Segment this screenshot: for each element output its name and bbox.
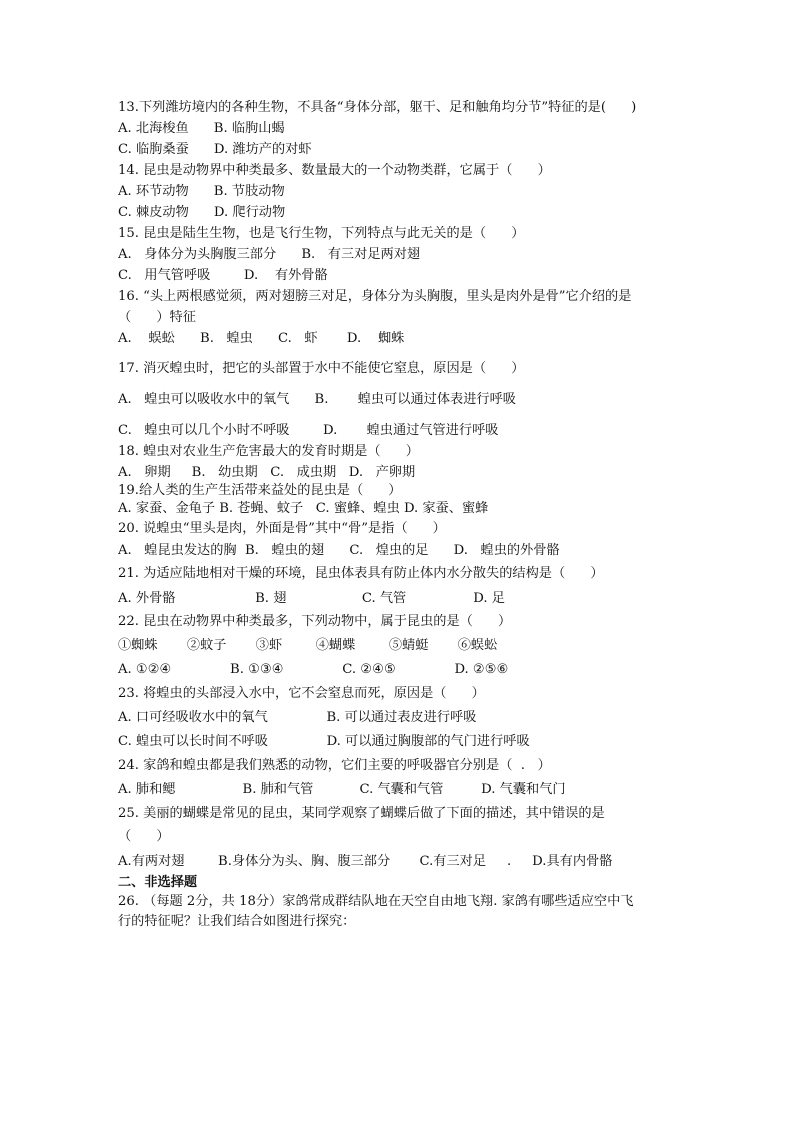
question-15: 15. 昆虫是陆生生物，也是飞行生物，下列特点与此无关的是（ ） <box>118 226 525 241</box>
question-17-options-cd: C. 蝗虫可以几个小时不呼吸 D. 蝗虫通过气管进行呼吸 <box>118 423 499 438</box>
question-24-options: A. 肺和鳃 B. 肺和气管 C. 气囊和气管 D. 气囊和气门 <box>118 782 566 797</box>
question-13-options-ab: A. 北海梭鱼 B. 临朐山蝎 <box>118 121 285 136</box>
question-18-options: A. 卵期 B. 幼虫期 C. 成虫期 D. 产卵期 <box>118 465 416 480</box>
question-22-items: ①蜘蛛 ②蚊子 ③虾 ④蝴蝶 ⑤蜻蜓 ⑥蜈蚣 <box>118 638 498 653</box>
question-22-options: A. ①②④ B. ①③④ C. ②④⑤ D. ②⑤⑥ <box>118 662 509 677</box>
question-17: 17. 消灭蝗虫时，把它的头部置于水中不能使它窒息，原因是（ ） <box>118 361 525 376</box>
question-20: 20. 说蝗虫“里头是肉，外面是骨”其中“骨”是指（ ） <box>118 521 446 536</box>
question-24: 24. 家鸽和蝗虫都是我们熟悉的动物，它们主要的呼吸器官分别是（ . ） <box>118 758 551 773</box>
question-16: 16. “头上两根感觉须，两对翅膀三对足，身体分为头胸腹，里头是肉外是骨”它介绍的是 <box>118 289 632 304</box>
question-16-options: A. 蜈蚣 B. 蝗虫 C. 虾 D. 蜘蛛 <box>118 331 405 346</box>
question-19-options: A. 家蚕、金龟子 B. 苍蝇、蚊子 C. 蜜蜂、蝗虫 D. 家蚕、蜜蜂 <box>118 501 489 516</box>
question-14: 14. 昆虫是动物界中种类最多、数量最大的一个动物类群，它属于（ ） <box>118 163 551 178</box>
question-13-options-cd: C. 临朐桑蚕 D. 潍坊产的对虾 <box>118 142 312 157</box>
question-17-options-ab: A. 蝗虫可以吸收水中的氧气 B. 蝗虫可以通过体表进行呼吸 <box>118 392 516 407</box>
question-23-options-cd: C. 蝗虫可以长时间不呼吸 D. 可以通过胸腹部的气门进行呼吸 <box>118 734 530 749</box>
question-15-options-ab: A. 身体分为头胸腹三部分 B. 有三对足两对翅 <box>118 247 421 262</box>
question-25-continued: （ ） <box>118 829 170 844</box>
question-23: 23. 将蝗虫的头部浸入水中，它不会窒息而死，原因是（ ） <box>118 686 485 701</box>
question-20-options: A. 蝗昆虫发达的胸 B. 蝗虫的翅 C. 煌虫的足 D. 蝗虫的外骨骼 <box>118 543 560 558</box>
question-13: 13.下列潍坊境内的各种生物，不具备“身体分部，躯干、足和触角均分节”特征的是( ) <box>118 100 637 115</box>
question-26-continued: 行的特征呢？让我们结合如图进行探究： <box>118 914 356 929</box>
question-15-options-cd: C. 用气管呼吸 D. 有外骨骼 <box>118 268 328 283</box>
question-25: 25. 美丽的蝴蝶是常见的昆虫，某同学观察了蝴蝶后做了下面的描述，其中错误的是 <box>118 806 605 821</box>
question-23-options-ab: A. 口可经吸收水中的氧气 B. 可以通过表皮进行呼吸 <box>118 710 477 725</box>
question-21: 21. 为适应陆地相对干燥的环境，昆虫体表具有防止体内水分散失的结构是（ ） <box>118 566 604 581</box>
question-25-options: A.有两对翅 B.身体分为头、胸、腹三部分 C.有三对足 . D.具有内骨骼 <box>118 854 613 869</box>
section-heading: 二、非选择题 <box>118 875 198 890</box>
question-14-options-ab: A. 环节动物 B. 节肢动物 <box>118 184 285 199</box>
question-22: 22. 昆虫在动物界中种类最多，下列动物中，属于昆虫的是（ ） <box>118 614 512 629</box>
question-21-options: A. 外骨骼 B. 翅 C. 气管 D. 足 <box>118 591 505 606</box>
question-16-continued: （ ）特征 <box>118 310 196 325</box>
question-14-options-cd: C. 棘皮动物 D. 爬行动物 <box>118 205 286 220</box>
question-19: 19.给人类的生产生活带来益处的昆虫是（ ） <box>118 483 402 498</box>
question-18: 18. 蝗虫对农业生产危害最大的发育时期是（ ） <box>118 444 419 459</box>
question-26: 26. （每题 2分，共 18分）家鸽常成群结队地在天空自由地飞翔. 家鸽有哪些适应空中飞 <box>118 894 634 909</box>
